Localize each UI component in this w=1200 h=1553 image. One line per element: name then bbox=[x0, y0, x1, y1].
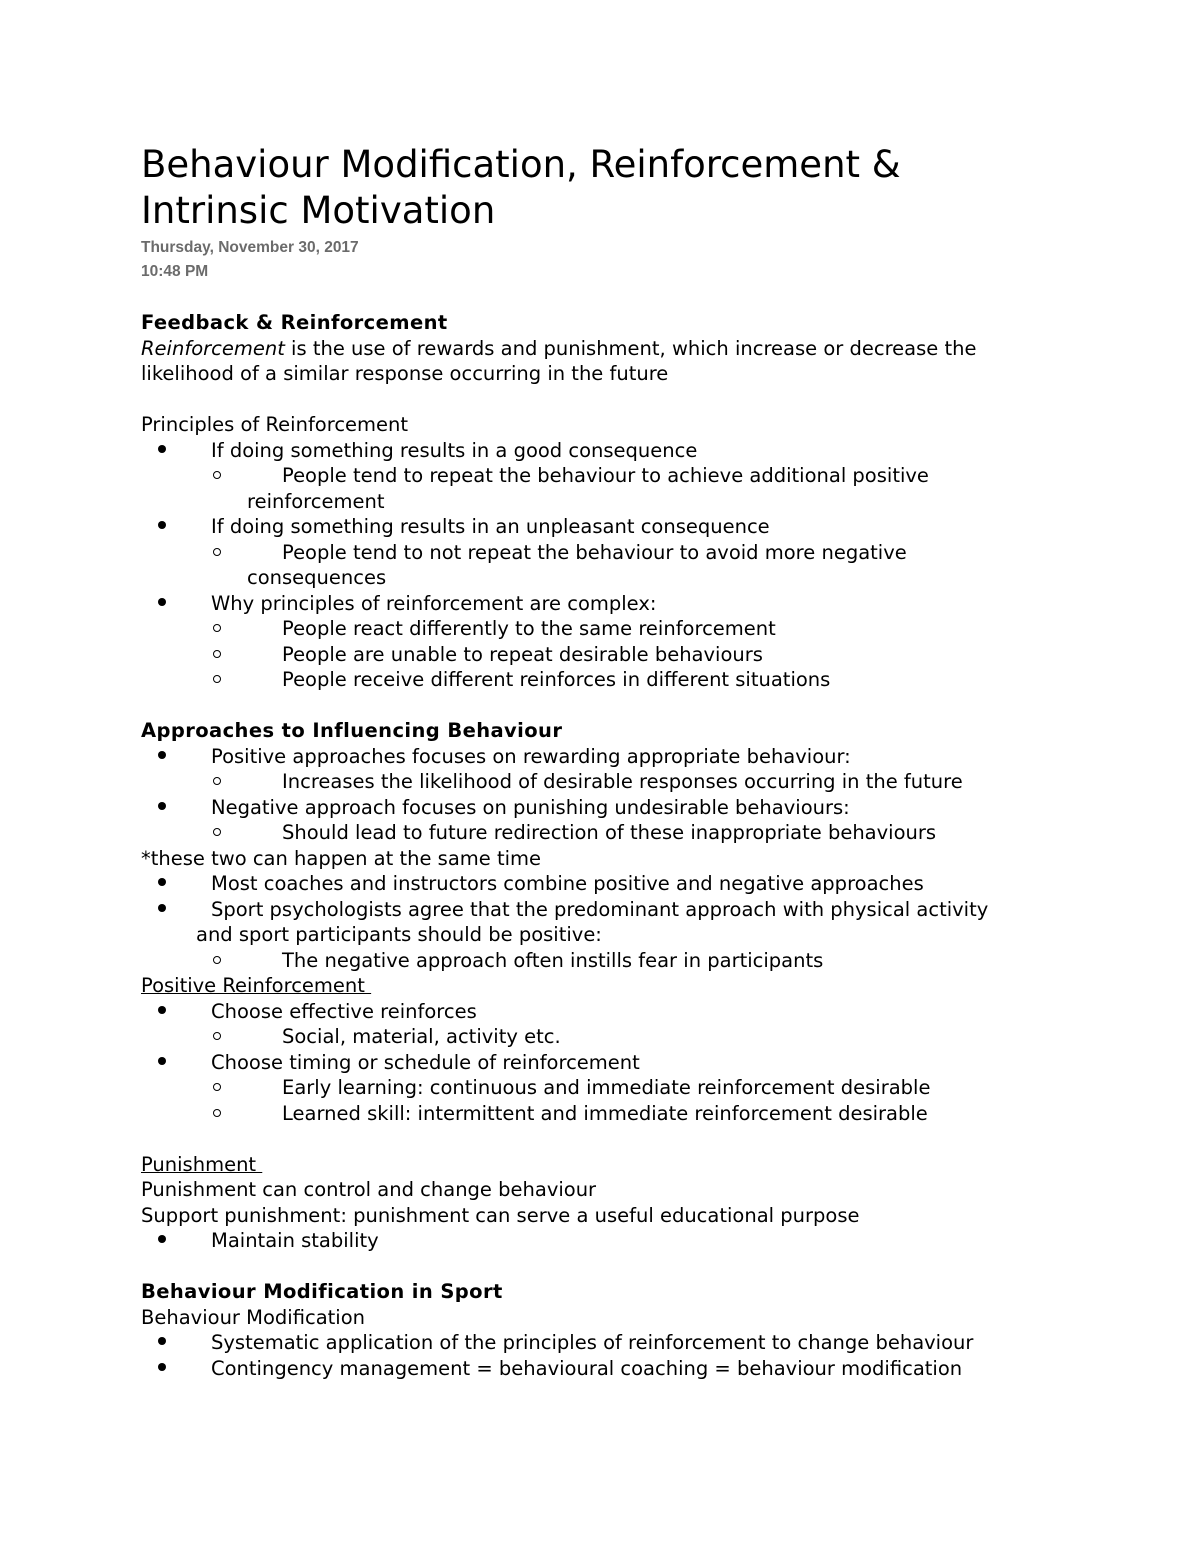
sub-bullet-icon bbox=[213, 1032, 221, 1040]
list-item: If doing something results in a good consequence bbox=[141, 438, 1101, 464]
bullet-icon bbox=[158, 1337, 166, 1345]
sub-bullet-icon bbox=[213, 828, 221, 836]
punishment-label: Punishment bbox=[141, 1152, 263, 1176]
paragraph: Punishment can control and change behaviour bbox=[141, 1178, 597, 1201]
bullet-icon bbox=[158, 904, 166, 912]
document-page bbox=[141, 142, 1101, 1381]
list-item: People react differently to the same reinforcement bbox=[141, 616, 1101, 642]
sub-bullet-icon bbox=[213, 1109, 221, 1117]
page-title bbox=[141, 142, 1101, 234]
bullet-icon bbox=[158, 521, 166, 529]
note-metadata bbox=[141, 236, 1101, 284]
list-item: Early learning: continuous and immediate reinforcement desirable bbox=[141, 1075, 1101, 1101]
bullet-icon bbox=[158, 802, 166, 810]
title-line-2: Intrinsic Motivation bbox=[141, 189, 496, 232]
list-item: Most coaches and instructors combine positive and negative approaches bbox=[141, 871, 1101, 897]
section-heading-approaches: Approaches to Influencing Behaviour bbox=[141, 719, 563, 742]
definition-text: is the use of rewards and punishment, which increase or decrease the likelihood of a similar response occurring in the future bbox=[141, 336, 977, 385]
list-item: Contingency management = behavioural coaching = behaviour modification bbox=[141, 1356, 1101, 1382]
bullet-icon bbox=[158, 878, 166, 886]
paragraph: Support punishment: punishment can serve a useful educational purpose bbox=[141, 1203, 860, 1227]
bullet-icon bbox=[158, 751, 166, 759]
sub-bullet-icon bbox=[213, 548, 221, 556]
sub-bullet-icon bbox=[213, 675, 221, 683]
list-item: Positive approaches focuses on rewarding appropriate behaviour: bbox=[141, 744, 1101, 770]
list-item: People tend to repeat the behaviour to achieve additional positive reinforcement bbox=[141, 463, 1007, 514]
note-body bbox=[141, 310, 1101, 1381]
sub-bullet-icon bbox=[213, 777, 221, 785]
section-heading-behaviour-modification: Behaviour Modification in Sport bbox=[141, 1280, 503, 1303]
section-heading-feedback: Feedback & Reinforcement bbox=[141, 311, 448, 334]
list-item: Maintain stability bbox=[141, 1228, 1101, 1254]
list-item: Social, material, activity etc. bbox=[141, 1024, 1101, 1050]
list-item: Increases the likelihood of desirable responses occurring in the future bbox=[141, 769, 1101, 795]
note-time: 10:48 PM bbox=[141, 263, 209, 280]
definition-term: Reinforcement bbox=[141, 336, 285, 360]
list-item: Choose effective reinforces bbox=[141, 999, 1101, 1025]
sub-bullet-icon bbox=[213, 650, 221, 658]
list-item: Learned skill: intermittent and immediate reinforcement desirable bbox=[141, 1101, 1101, 1127]
list-item: Systematic application of the principles of reinforcement to change behaviour bbox=[141, 1330, 1101, 1356]
list-item: People receive different reinforces in different situations bbox=[141, 667, 1101, 693]
list-item: Should lead to future redirection of these inappropriate behaviours bbox=[141, 820, 1101, 846]
list-item: If doing something results in an unpleasant consequence bbox=[141, 514, 1101, 540]
list-item: Why principles of reinforcement are complex: bbox=[141, 591, 1101, 617]
list-item: The negative approach often instills fear in participants bbox=[141, 948, 1101, 974]
bullet-icon bbox=[158, 1057, 166, 1065]
definition-paragraph bbox=[141, 336, 1041, 387]
sub-bullet-icon bbox=[213, 624, 221, 632]
bullet-icon bbox=[158, 1006, 166, 1014]
list-item: Choose timing or schedule of reinforcement bbox=[141, 1050, 1101, 1076]
sub-bullet-icon bbox=[213, 956, 221, 964]
principles-label: Principles of Reinforcement bbox=[141, 413, 409, 436]
bullet-icon bbox=[158, 1363, 166, 1371]
subsection-label: Behaviour Modification bbox=[141, 1305, 366, 1329]
bullet-icon bbox=[158, 598, 166, 606]
sub-bullet-icon bbox=[213, 471, 221, 479]
note-text: *these two can happen at the same time bbox=[141, 846, 542, 870]
bullet-icon bbox=[158, 1235, 166, 1243]
list-item: People are unable to repeat desirable behaviours bbox=[141, 642, 1101, 668]
bullet-icon bbox=[158, 445, 166, 453]
note-date: Thursday, November 30, 2017 bbox=[141, 239, 359, 256]
list-item: Sport psychologists agree that the predominant approach with physical activity and sport participants should be positive: bbox=[141, 897, 996, 948]
list-item: People tend to not repeat the behaviour to avoid more negative consequences bbox=[141, 540, 982, 591]
title-line-1: Behaviour Modification, Reinforcement & bbox=[141, 143, 901, 186]
list-item: Negative approach focuses on punishing undesirable behaviours: bbox=[141, 795, 1101, 821]
positive-reinforcement-label: Positive Reinforcement bbox=[141, 974, 372, 997]
sub-bullet-icon bbox=[213, 1083, 221, 1091]
